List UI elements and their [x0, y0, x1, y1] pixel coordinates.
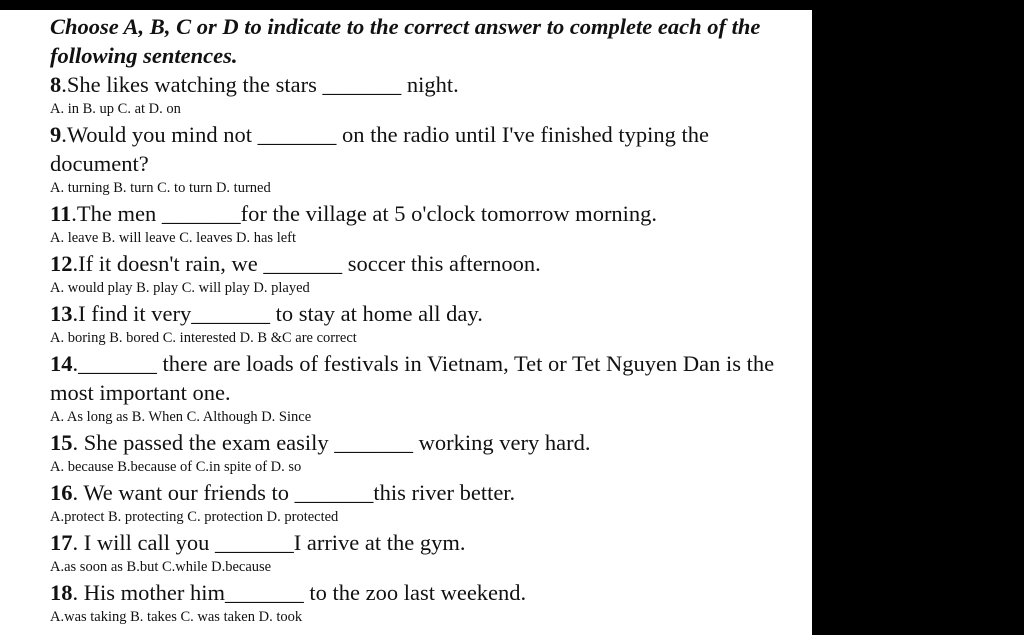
question-stem: . She passed the exam easily _______ working very hard. — [72, 430, 591, 455]
question-stem: .I find it very_______ to stay at home all day. — [72, 301, 483, 326]
worksheet-content — [50, 12, 800, 628]
answer-options: A. As long as B. When C. Although D. Since — [50, 409, 312, 425]
question-17 — [50, 528, 800, 578]
answer-options: A. would play B. play C. will play D. played — [50, 280, 310, 296]
answer-options: A. in B. up C. at D. on — [50, 101, 181, 117]
question-stem: . We want our friends to _______this river better. — [72, 480, 516, 505]
question-18 — [50, 578, 800, 628]
instruction-heading: Choose A, B, C or D to indicate to the correct answer to complete each of the following sentences. — [50, 14, 761, 68]
question-number: 8 — [50, 72, 62, 97]
question-8 — [50, 70, 800, 120]
question-16 — [50, 478, 800, 528]
question-number: 15 — [50, 430, 73, 455]
answer-options: A. turning B. turn C. to turn D. turned — [50, 180, 271, 196]
answer-options: A. leave B. will leave C. leaves D. has left — [50, 230, 297, 246]
question-number: 14 — [50, 351, 73, 376]
question-stem: .She likes watching the stars _______ night. — [61, 72, 459, 97]
question-number: 9 — [50, 122, 62, 147]
answer-options: A.was taking B. takes C. was taken D. took — [50, 609, 303, 625]
answer-options: A. boring B. bored C. interested D. B &C are correct — [50, 330, 357, 346]
question-number: 16 — [50, 480, 73, 505]
question-number: 11 — [50, 201, 72, 226]
question-number: 13 — [50, 301, 73, 326]
question-stem: .The men _______for the village at 5 o'clock tomorrow morning. — [71, 201, 658, 226]
question-14 — [50, 349, 800, 428]
answer-options: A.protect B. protecting C. protection D. protected — [50, 509, 339, 525]
question-stem: ._______ there are loads of festivals in Vietnam, Tet or Tet Nguyen Dan is the most important one. — [50, 351, 775, 405]
worksheet-page — [0, 10, 812, 635]
question-stem: . I will call you _______I arrive at the gym. — [72, 530, 466, 555]
question-stem: .Would you mind not _______ on the radio until I've finished typing the document? — [50, 122, 710, 176]
black-side-panel — [812, 0, 1024, 635]
question-stem: . His mother him_______ to the zoo last weekend. — [72, 580, 527, 605]
question-number: 18 — [50, 580, 73, 605]
question-number: 12 — [50, 251, 73, 276]
question-9 — [50, 120, 800, 199]
question-12 — [50, 249, 800, 299]
question-11 — [50, 199, 800, 249]
question-13 — [50, 299, 800, 349]
answer-options: A.as soon as B.but C.while D.because — [50, 559, 272, 575]
question-stem: .If it doesn't rain, we _______ soccer this afternoon. — [72, 251, 541, 276]
question-15 — [50, 428, 800, 478]
question-number: 17 — [50, 530, 73, 555]
answer-options: A. because B.because of C.in spite of D. so — [50, 459, 302, 475]
